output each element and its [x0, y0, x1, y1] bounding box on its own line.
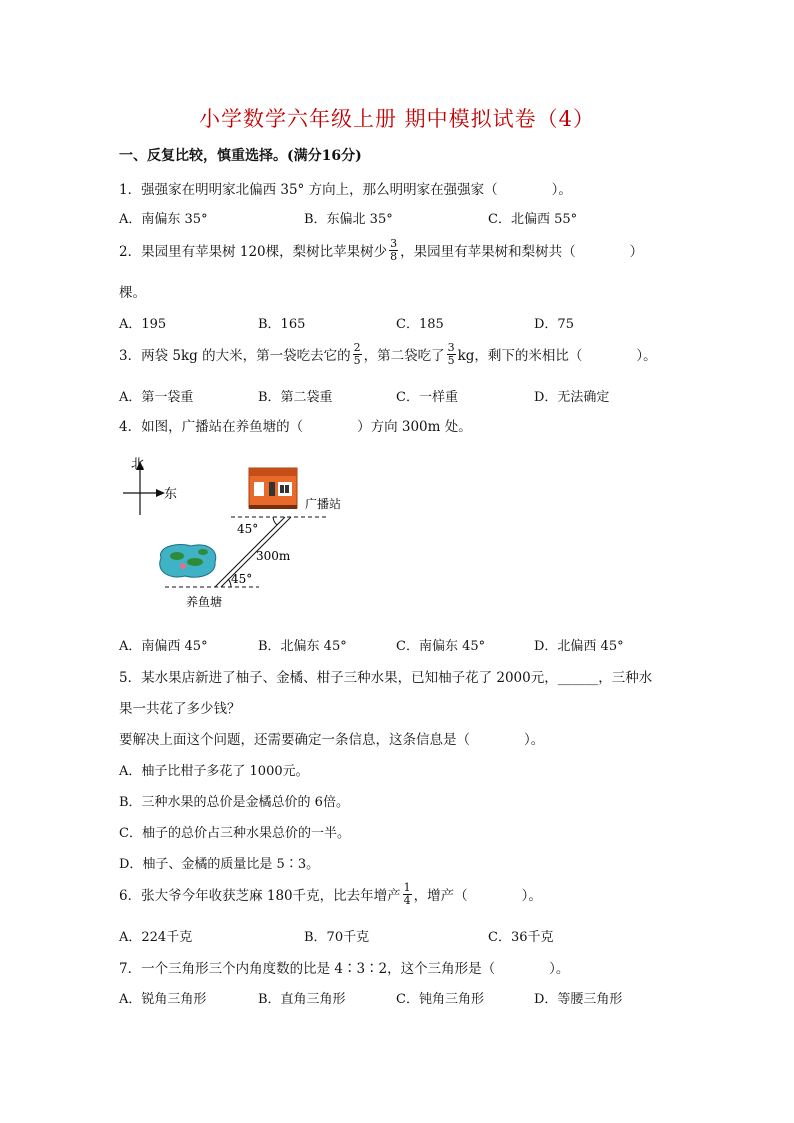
q3-frac1-num: 2 [353, 341, 361, 354]
north-label: 北 [131, 457, 145, 472]
q6-text-b: ，增产（ ）。 [413, 888, 542, 904]
q2-frac-num: 3 [390, 237, 398, 250]
q3-option-d: D．无法确定 [534, 390, 610, 405]
q3-text-b: ，第二袋吃了 [363, 348, 445, 364]
q2-frac-den: 8 [390, 250, 398, 263]
q3-text-a: 3．两袋 5kg 的大米，第一袋吃去它的 [119, 348, 351, 364]
question-1: 1．强强家在明明家北偏西 35° 方向上，那么明明家在强强家（ ）。 [119, 182, 572, 198]
q3-text-c: kg，剩下的米相比（ ）。 [457, 348, 657, 364]
section-heading: 一、反复比较，慎重选择。(满分16分) [119, 148, 362, 164]
bottom-angle-label: 45° [231, 572, 253, 586]
q7-option-b: B．直角三角形 [258, 992, 346, 1007]
question-5-line-3: 要解决上面这个问题，还需要确定一条信息，这条信息是（ ）。 [119, 732, 545, 748]
q1-option-a: A．南偏东 35° [119, 212, 208, 227]
q6-fraction [403, 882, 412, 907]
top-angle-arc [273, 517, 277, 525]
q2-fraction [389, 238, 398, 263]
q7-option-c: C．钝角三角形 [396, 992, 484, 1007]
q1-option-c: C．北偏西 55° [488, 212, 578, 227]
q7-option-a: A．锐角三角形 [119, 992, 207, 1007]
q5-option-b: B．三种水果的总价是金橘总价的 6倍。 [119, 795, 349, 810]
question-7: 7．一个三角形三个内角度数的比是 4∶3∶2，这个三角形是（ ）。 [119, 961, 570, 977]
q5-option-c: C．柚子的总价占三种水果总价的一半。 [119, 826, 350, 841]
q2-text-a: 2．果园里有苹果树 120棵，梨树比苹果树少 [119, 244, 388, 260]
q6-text-a: 6．张大爷今年收获芝麻 180千克，比去年增产 [119, 888, 401, 904]
q4-option-d: D．北偏西 45° [534, 639, 624, 654]
q5-option-a: A．柚子比柑子多花了 1000元。 [119, 764, 309, 779]
q2-text-b: ，果园里有苹果树和梨树共（ ） [400, 244, 644, 260]
q6-option-b: B．70千克 [304, 930, 370, 945]
q2-option-b: B．165 [258, 317, 306, 332]
q3-fraction-1 [353, 342, 362, 367]
fish-pond-icon [160, 545, 216, 578]
q2-option-a: A．195 [119, 317, 167, 332]
q2-option-d: D．75 [534, 317, 574, 332]
top-angle-label: 45° [237, 522, 259, 536]
q1-option-b: B．东偏北 35° [304, 212, 393, 227]
q6-frac-den: 4 [403, 894, 411, 907]
q7-option-d: D．等腰三角形 [534, 992, 623, 1007]
broadcast-station-icon [249, 468, 297, 509]
q4-option-b: B．北偏东 45° [258, 639, 347, 654]
q6-frac-num: 1 [403, 881, 411, 894]
q3-option-a: A．第一袋重 [119, 390, 194, 405]
q3-option-c: C．一样重 [396, 390, 458, 405]
station-label: 广播站 [305, 497, 342, 511]
direction-diagram [119, 450, 379, 615]
q3-fraction-2 [447, 342, 456, 367]
q6-option-c: C．36千克 [488, 930, 554, 945]
east-label: 东 [164, 487, 178, 502]
q3-frac2-num: 3 [447, 341, 455, 354]
distance-label: 300m [256, 549, 291, 563]
question-4: 4．如图，广播站在养鱼塘的（ ）方向 300m 处。 [119, 419, 472, 435]
q4-option-a: A．南偏西 45° [119, 639, 208, 654]
q3-frac2-den: 5 [447, 354, 455, 367]
question-2 [119, 237, 644, 265]
q5-option-d: D．柚子、金橘的质量比是 5∶3。 [119, 857, 320, 872]
q3-frac1-den: 5 [353, 354, 361, 367]
pond-label: 养鱼塘 [186, 595, 223, 609]
question-3 [119, 341, 657, 369]
q2-option-c: C．185 [396, 317, 444, 332]
q3-option-b: B．第二袋重 [258, 390, 333, 405]
q6-option-a: A．224千克 [119, 930, 193, 945]
question-5-line-1: 5．某水果店新进了柚子、金橘、柑子三种水果，已知柚子花了 2000元，______，三种水 [119, 670, 653, 686]
page-title: 小学数学六年级上册 期中模拟试卷（4） [198, 107, 596, 131]
q4-option-c: C．南偏东 45° [396, 639, 486, 654]
question-6 [119, 881, 542, 909]
question-5-line-2: 果一共花了多少钱？ [119, 701, 241, 717]
q2-text-c: 棵。 [119, 285, 146, 301]
